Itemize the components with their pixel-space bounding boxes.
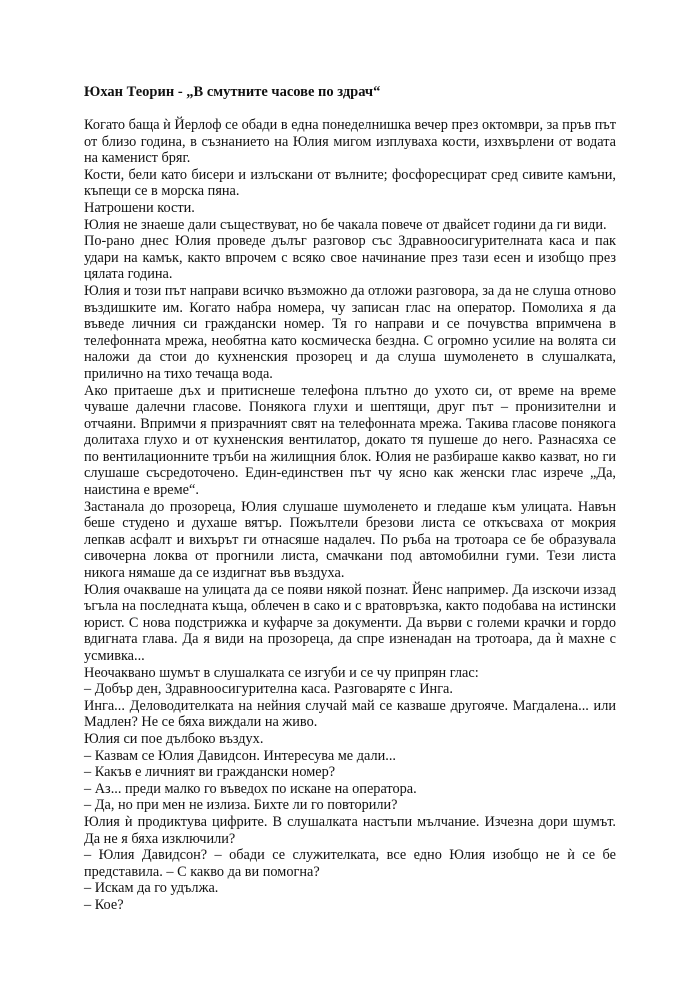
paragraph: Юлия очакваше на улицата да се появи някой познат. Йенс например. Да изскочи иззад ъгъла на последната къща, облечен в сако и с вратовръзка, както подобава на истински юрист. С нова подстрижка и куфарче за документи. Да върви с големи крачки и гордо вдигната глава. Да я види на прозореца, да спре изненадан на тротоара, да ѝ махне с усмивка... (84, 581, 616, 664)
paragraph: Юлия ѝ продиктува цифрите. В слушалката настъпи мълчание. Изчезна дори шумът. Да не я бяха изключили? (84, 813, 616, 847)
paragraph: Застанала до прозореца, Юлия слушаше шумоленето и гледаше към улицата. Навън беше студено и духаше вятър. Пожълтели брезови листа се откъсваха от мокрия лепкав асфалт и вихърът ги отнасяше надалеч. По ръба на тротоара се бе образувала сивочерна локва от прогнили листа, смачкани под автомобилни гуми. Тези листа никога нямаше да се издигнат във въздуха. (84, 498, 616, 582)
dialogue-line: – Да, но при мен не излиза. Бихте ли го повторили? (84, 797, 398, 814)
document-body (84, 117, 616, 914)
dialogue-line: – Юлия Давидсон? – обади се служителката, все едно Юлия изобщо не ѝ се бе представила. – С какво да ви помогна? (84, 847, 616, 880)
dialogue-line: – Аз... преди малко го въведох по искане на оператора. (84, 780, 417, 797)
paragraph: Ако притаеше дъх и притиснеше телефона плътно до ухото си, от време на време чуваше далечни гласове. Понякога глухи и шептящи, друг път – пронизителни и отчаяни. Впримчи я призрачният свят на телефонната мрежа. Такива гласове понякога долитаха глухо и от кухненския вентилатор, докато тя пушеше до него. Разнасяха се по вентилационните тръби на жилищния блок. Юлия не разбираше какво казват, но ги слушаше съсредоточено. Един-единствен път чу ясно как женски глас изрече „Да, наистина е време“. (84, 382, 616, 499)
paragraph: Инга... Деловодителката на нейния случай май се казваше другояче. Магдалена... или Мадлен? Не се бяха виждали на живо. (84, 697, 616, 731)
paragraph: По-рано днес Юлия проведе дълъг разговор със Здравноосигурителната каса и пак удари на камък, както впрочем с всяко свое начинание през тази есен и изобщо през цялата година. (84, 233, 616, 283)
dialogue-line: – Добър ден, Здравноосигурителна каса. Разговаряте с Инга. (84, 681, 453, 698)
dialogue-line: – Искам да го удължа. (84, 880, 219, 897)
paragraph: Юлия си пое дълбоко въздух. (84, 730, 264, 747)
dialogue-line: – Какъв е личният ви граждански номер? (84, 764, 336, 781)
document-title: Юхан Теорин - „В смутните часове по здрач“ (84, 84, 381, 100)
paragraph: Неочаквано шумът в слушалката се изгуби и се чу припрян глас: (84, 664, 479, 681)
paragraph: Кости, бели като бисери и излъскани от вълните; фосфоресцират сред сивите камъни, къпещи се в морска пяна. (84, 166, 616, 200)
dialogue-line: – Казвам се Юлия Давидсон. Интересува ме дали... (84, 747, 396, 764)
paragraph: Юлия и този път направи всичко възможно да отложи разговора, за да не слуша отново въздишките им. Когато набра номера, чу записан глас на оператор. Помолиха я да въведе личния си граждански номер. Тя го направи и се почувства впримчена в телефонната мрежа, необятна като космическа бездна. С огромно усилие на волята си наложи да стои до кухненския прозорец и да слуша шумоленето в слушалката, прилично на тихо течаща вода. (84, 282, 616, 382)
paragraph: Когато баща ѝ Йерлоф се обади в една понеделнишка вечер през октомври, за пръв път от близо година, в съзнанието на Юлия мигом изплуваха кости, изхвърлени от водата на каменист бряг. (84, 117, 616, 167)
dialogue-line: – Кое? (84, 896, 124, 913)
paragraph: Юлия не знаеше дали съществуват, но бе чакала повече от двайсет години да ги види. (84, 216, 607, 233)
paragraph: Натрошени кости. (84, 199, 195, 216)
